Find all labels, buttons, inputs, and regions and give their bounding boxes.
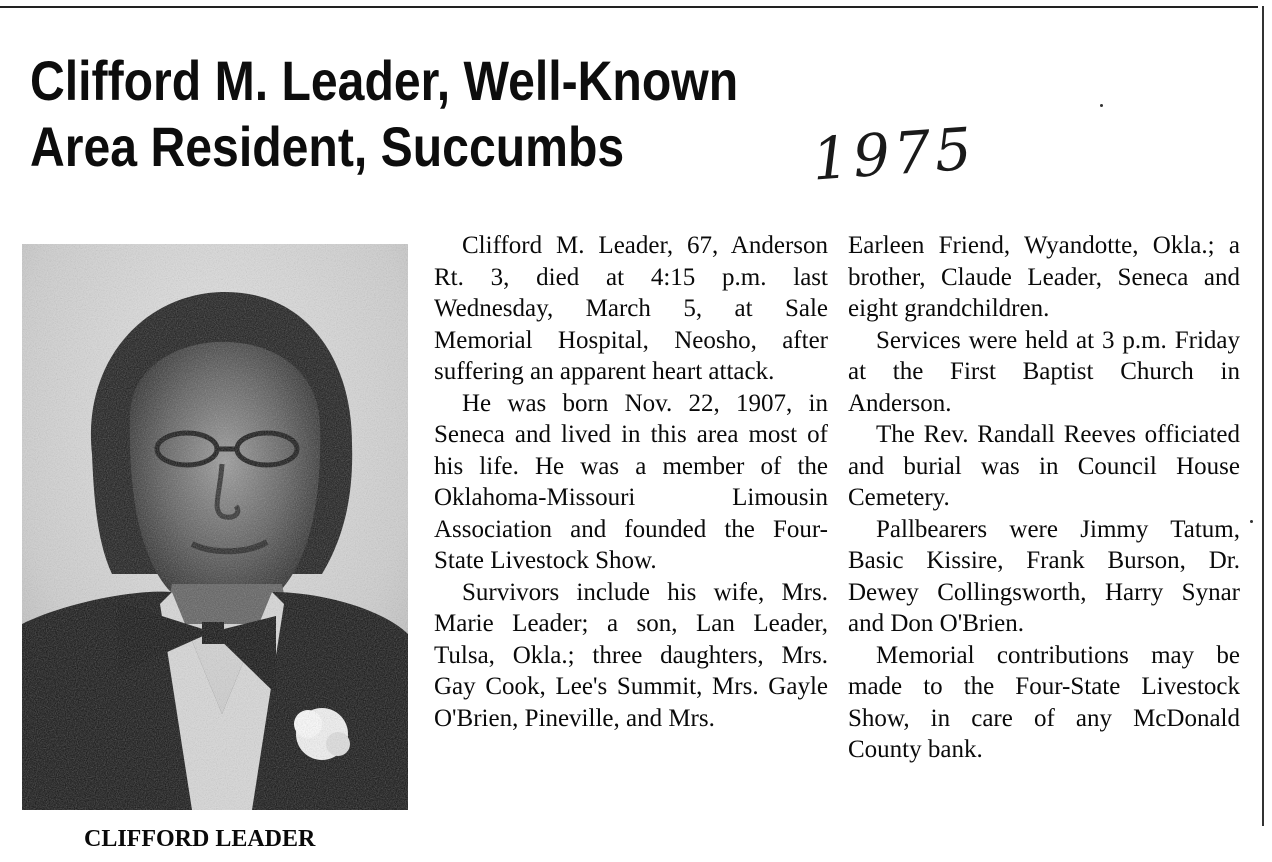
paragraph-officiant: The Rev. Randall Reeves officiated and burial was in Council House Cemetery. <box>848 421 1240 511</box>
clipping-border-top <box>0 6 1258 8</box>
print-speck <box>1250 520 1253 523</box>
clipping-border-right <box>1262 6 1264 826</box>
headline-line-1: Clifford M. Leader, Well-Known <box>30 49 739 112</box>
paragraph-survivors-continued: Earleen Friend, Wyandotte, Okla.; a brother, Claude Leader, Seneca and eight grandchildren. <box>848 232 1240 322</box>
handwritten-year: 1975 <box>809 114 978 194</box>
photo-caption: CLIFFORD LEADER <box>84 826 316 852</box>
print-speck <box>1100 104 1103 107</box>
headline <box>30 48 890 180</box>
paragraph-obituary-intro: Clifford M. Leader, 67, Anderson Rt. 3, died at 4:15 p.m. last Wednesday, March 5, at Sale Memorial Hospital, Neosho, after suffering an apparent heart attack. <box>434 232 828 385</box>
paragraph-memorials: Memorial contributions may be made to the Four-State Livestock Show, in care of any McDonald County bank. <box>848 641 1240 763</box>
paragraph-services: Services were held at 3 p.m. Friday at the First Baptist Church in Anderson. <box>848 326 1240 417</box>
article-column-2 <box>848 230 1240 766</box>
paragraph-pallbearers: Pallbearers were Jimmy Tatum, Basic Kissire, Frank Burson, Dr. Dewey Collingsworth, Harry Synar and Don O'Brien. <box>848 515 1240 637</box>
portrait-photo <box>22 244 408 810</box>
article-column-1 <box>434 230 828 734</box>
paragraph-biography: He was born Nov. 22, 1907, in Seneca and lived in this area most of his life. He was a member of the Oklahoma-Missouri Limousin Association and founded the Four-State Livestock Show. <box>434 389 828 574</box>
paragraph-survivors: Survivors include his wife, Mrs. Marie Leader; a son, Lan Leader, Tulsa, Okla.; three daughters, Mrs. Gay Cook, Lee's Summit, Mrs. Gayle O'Brien, Pineville, and Mrs. <box>434 578 828 732</box>
headline-line-2: Area Resident, Succumbs <box>30 115 625 178</box>
